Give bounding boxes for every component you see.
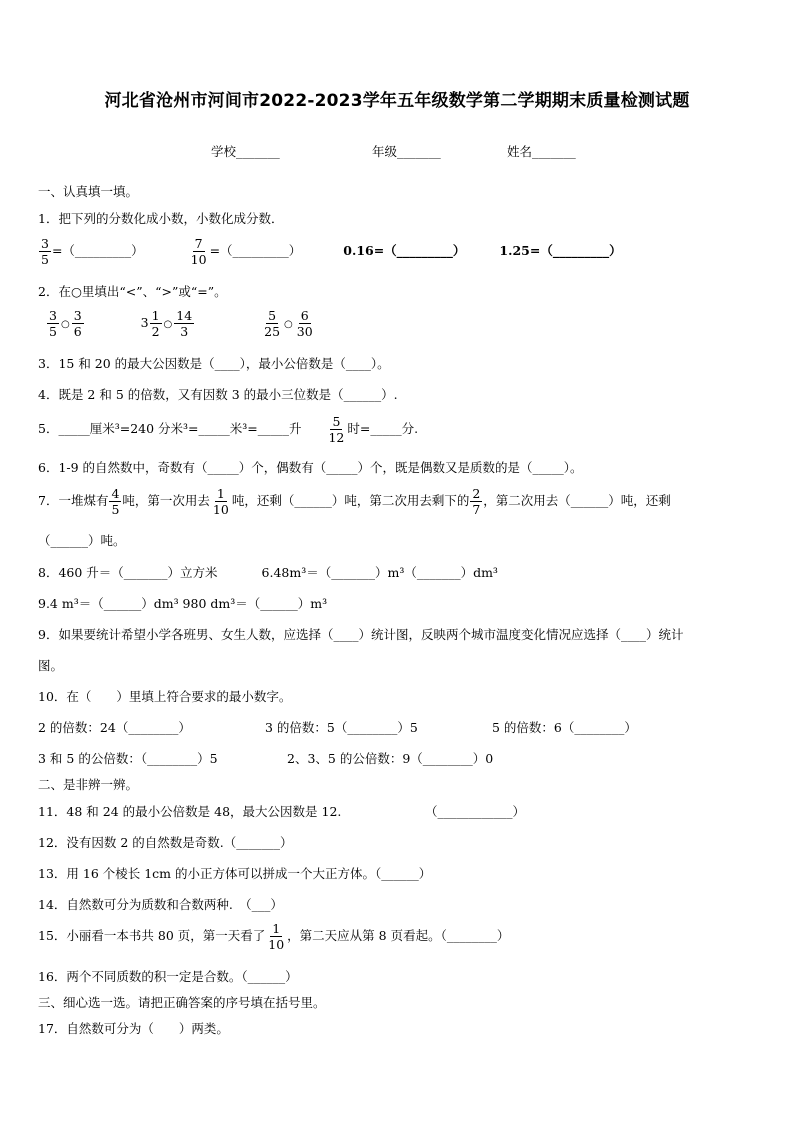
school-field: 学校_______ [211,144,280,159]
section-3-heading: 三、细心选一选。请把正确答案的序号填在括号里。 [38,995,326,1010]
question-14: 14．自然数可分为质数和合数两种. （___） [38,897,283,912]
fraction: $\frac{3}{5}$ [41,236,49,267]
question-10-stem: 10．在（ ）里填上符合要求的最小数字。 [38,689,292,704]
section-2-heading: 二、是非辨一辨。 [38,777,139,792]
question-17: 17．自然数可分为（ ）两类。 [38,1021,229,1036]
question-9-line2: 图。 [38,658,64,673]
decimal-item: 1.25=（_________） [499,243,622,258]
grade-field: 年级_______ [372,144,441,159]
question-13: 13．用 16 个棱长 1cm 的小正方体可以拼成一个大正方体。（______） [38,866,432,881]
question-16: 16．两个不同质数的积一定是合数。（______） [38,969,298,984]
question-10-item: 2 的倍数：24（________） [38,720,191,735]
question-9-line1: 9．如果要统计希望小学各班男、女生人数，应选择（____）统计图，反映两个城市温度变化情况应选择（____）统计 [38,627,684,642]
name-field: 姓名_______ [507,144,576,159]
question-7-line2: （______）吨。 [38,533,126,548]
question-10-item: 3 和 5 的公倍数：（________）5 [38,751,218,766]
question-7-line1: 7．一堆煤有 $\frac{4}{5}$ 吨，第一次用去 $\frac{1}{10}$ 吨，还剩（______）吨，第二次用去剩下的 $\frac{2}{7}$ ，第二次用去（______）吨，还剩 [38,486,671,517]
fraction: $\frac{7}{10}$ [190,236,207,267]
question-8-line1: 8．460 升＝（_______）立方米 6.48m³＝（_______）m³（_______）dm³ [38,565,498,580]
decimal-item: 0.16=（_________） [343,243,466,258]
compare-circle[interactable]: ○ [284,319,293,330]
question-1-stem: 1．把下列的分数化成小数，小数化成分数． [38,211,284,226]
question-4: 4．既是 2 和 5 的倍数，又有因数 3 的最小三位数是（______）. [38,387,398,402]
page-title: 河北省沧州市河间市2022-2023学年五年级数学第二学期期末质量检测试题 [104,91,690,111]
question-11: 11．48 和 24 的最小公倍数是 48，最大公因数是 12. [38,804,342,819]
question-10-item: 2、3、5 的公倍数：9（________）0 [287,751,494,766]
question-1-items: $\frac{3}{5}$ =（_________） $\frac{7}{10}$ =（_________） 0.16=（_________） 1.25=（_________） [41,236,622,267]
question-6: 6．1-9 的自然数中，奇数有（_____）个，偶数有（_____）个，既是偶数又是质数的是（_____）。 [38,460,583,475]
question-2-items: $\frac{3}{5}$ ○ $\frac{3}{6}$ 3 $\frac{1}{2}$ ○ $\frac{14}{3}$ $\frac{5}{25}$ ○ $\frac{6}{30}$ [49,308,313,339]
section-1-heading: 一、认真填一填。 [38,184,139,199]
question-10-item: 5 的倍数：6（________） [492,720,637,735]
question-2-stem: 2．在○里填出“<”、“>”或“=”。 [38,284,227,299]
compare-circle[interactable]: ○ [163,319,173,330]
compare-circle[interactable]: ○ [60,319,70,330]
question-5: 5．_____厘米³=240 分米³=_____米³=_____升 $\frac{5}{12}$ 时=_____分. [38,414,419,445]
question-3: 3．15 和 20 的最大公因数是（____），最小公倍数是（____）。 [38,356,390,371]
question-15: 15．小丽看一本书共 80 页，第一天看了 $\frac{1}{10}$ ，第二天应从第 8 页看起。（________） [38,921,510,952]
question-12: 12．没有因数 2 的自然数是奇数.（_______） [38,835,293,850]
question-11-blank: （____________） [425,804,526,819]
question-10-item: 3 的倍数：5（________）5 [265,720,418,735]
question-8-line2: 9.4 m³＝（______）dm³ 980 dm³＝（______）m³ [38,596,328,611]
